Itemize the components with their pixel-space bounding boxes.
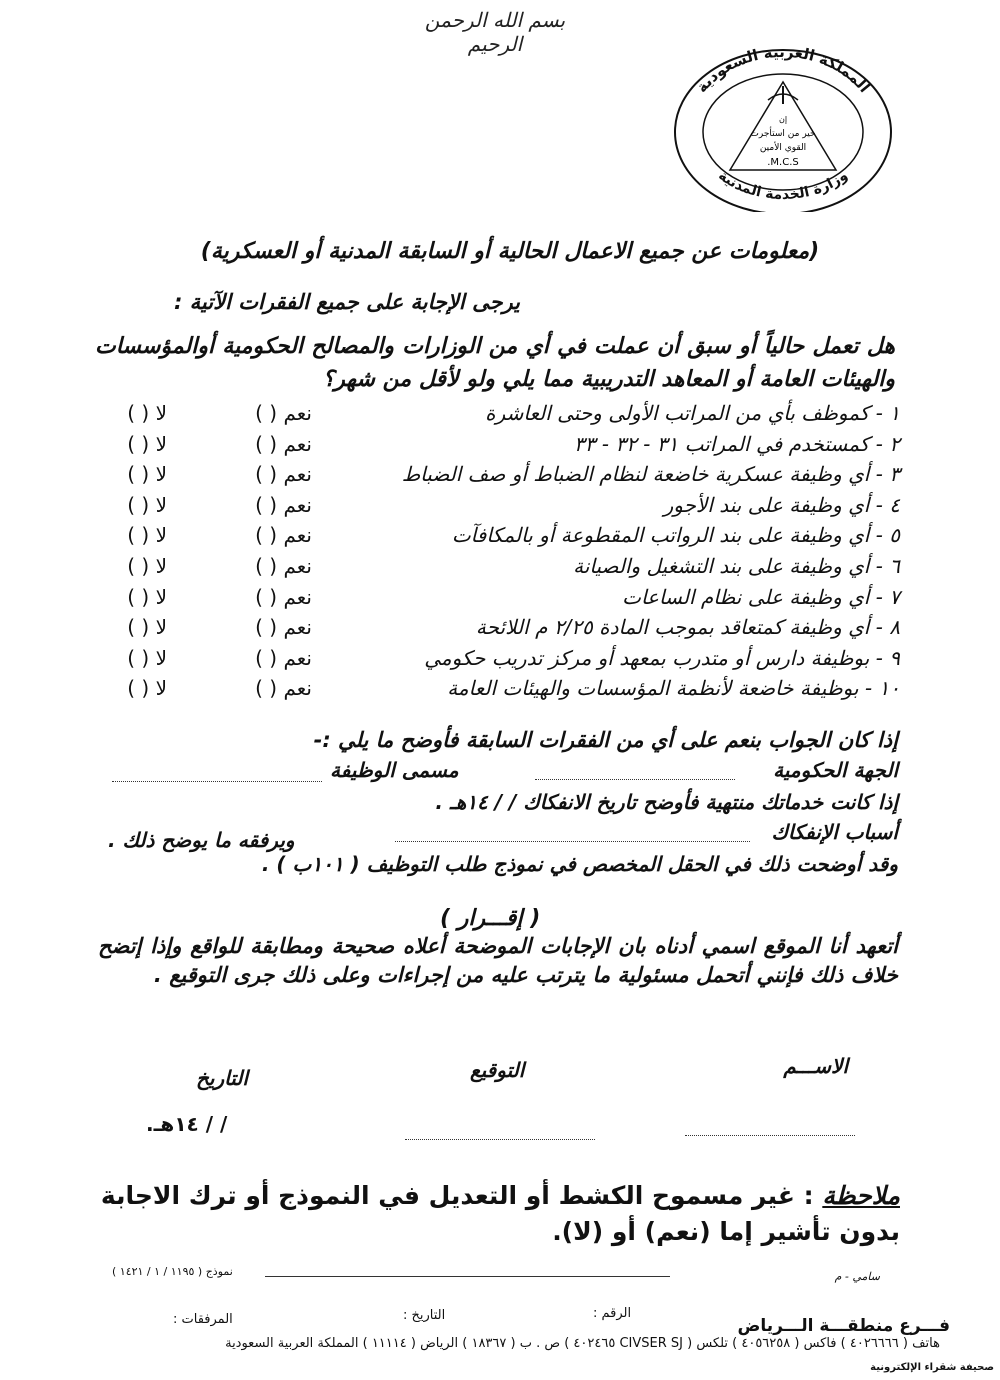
gov-entity-label: الجهة الحكومية [773, 758, 898, 782]
question-item [100, 398, 900, 429]
no-checkbox[interactable]: لا ( ) [127, 401, 167, 425]
yes-checkbox[interactable]: نعم ( ) [255, 492, 312, 517]
question-item [100, 673, 900, 704]
no-checkbox[interactable]: لا ( ) [127, 676, 167, 701]
name-field[interactable] [685, 1118, 855, 1136]
seal-inner-line1: إن [778, 115, 788, 124]
footer-date-label: التاريخ : [403, 1308, 446, 1323]
no-checkbox[interactable]: لا ( ) [127, 553, 167, 578]
job-title-field[interactable] [112, 764, 322, 782]
question-item-text: ٧ - أي وظيفة على نظام الساعات [622, 584, 900, 609]
reasons-field[interactable] [395, 824, 750, 842]
attachments-label: المرفقات : [173, 1312, 233, 1327]
question-item-text: ١٠ - بوظيفة خاضعة لأنظمة المؤسسات والهيئات العامة [447, 676, 900, 701]
no-checkbox[interactable]: لا ( ) [127, 431, 167, 456]
reasons-label: أسباب الإنفكاك [771, 820, 898, 844]
form-title: (معلومات عن جميع الاعمال الحالية أو السابقة المدنية أو العسكرية) [200, 239, 820, 264]
question-item [100, 643, 900, 674]
items-list [100, 398, 900, 704]
question-item-text: ٤ - أي وظيفة على بند الأجور [663, 492, 900, 517]
question-item-text: ٦ - أي وظيفة على بند التشغيل والصيانة [573, 553, 900, 578]
attach-note: ويرفقه ما يوضح ذلك . [108, 828, 295, 852]
yes-checkbox[interactable]: نعم ( ) [255, 584, 312, 609]
question-item-text: ٨ - أي وظيفة كمتعاقد بموجب المادة ٢/٢٥ م اللائحة [475, 615, 900, 640]
contact-info: هاتف ( ٤٠٢٦٦٦٦ ) فاكس ( ٤٠٥٦٢٥٨ ) تلكس ( CIVSER SJ ٤٠٢٤٦٥ ) ص . ب ( ١٨٣٦٧ ) الرياض ( ١١١١٤ ) المملكة العربية السعودية [225, 1336, 940, 1351]
instruction-text: يرجى الإجابة على جميع الفقرات الآتية : [173, 290, 520, 314]
yes-checkbox[interactable]: نعم ( ) [255, 676, 312, 701]
no-checkbox[interactable]: لا ( ) [127, 492, 167, 517]
no-checkbox[interactable]: لا ( ) [127, 523, 167, 548]
branch-name: فـــرع منطقـــة الـــرياض [737, 1316, 950, 1336]
question-item-text: ٣ - أي وظيفة عسكرية خاضعة لنظام الضباط أو صف الضباط [401, 462, 900, 487]
end-service-text: إذا كانت خدماتك منتهية فأوضح تاريخ الانفكاك / / ١٤هـ . [435, 790, 898, 814]
seal-abbrev: M.C.S. [767, 157, 799, 168]
signature-field[interactable] [405, 1122, 595, 1140]
name-label: الاســـم [783, 1054, 848, 1078]
question-item [100, 520, 900, 551]
no-checkbox[interactable]: لا ( ) [127, 584, 167, 609]
date-label: التاريخ [196, 1066, 248, 1090]
question-item [100, 551, 900, 582]
ref-label: الرقم : [593, 1306, 632, 1321]
seal-inner-line2: خير من استأجرت [750, 129, 816, 139]
question-item-text: ٢ - كمستخدم في المراتب ٣١ - ٣٢ - ٣٣ [573, 431, 900, 456]
footer-divider [265, 1276, 670, 1277]
sami-mark: سامي - م [834, 1270, 880, 1283]
yes-checkbox[interactable]: نعم ( ) [255, 553, 312, 578]
yes-checkbox[interactable]: نعم ( ) [255, 615, 312, 640]
ministry-seal [668, 42, 898, 212]
question-item-text: ١ - كموظف بأي من المراتب الأولى وحتى العاشرة [485, 401, 900, 425]
gov-entity-field[interactable] [535, 762, 735, 780]
no-checkbox[interactable]: لا ( ) [127, 615, 167, 640]
yes-checkbox[interactable]: نعم ( ) [255, 431, 312, 456]
clarified-note: وقد أوضحت ذلك في الحقل المخصص في نموذج طلب التوظيف ( ١٠١ب ) . [261, 852, 898, 876]
job-title-label: مسمى الوظيفة [330, 758, 459, 782]
question-item-text: ٩ - بوظيفة دارس أو متدرب بمعهد أو مركز تدريب حكومي [424, 645, 900, 670]
question-item [100, 582, 900, 613]
main-question: هل تعمل حالياً أو سبق أن عملت في أي من الوزارات والمصالح الحكومية أوالمؤسسات والهيئات العامة أو المعاهد التدريبية مما يلي ولو لأقل من شهر؟ [95, 334, 895, 392]
no-checkbox[interactable]: لا ( ) [127, 645, 167, 670]
yes-checkbox[interactable]: نعم ( ) [255, 462, 312, 487]
svg-text:وزارة الخدمة المدنية [715, 168, 850, 203]
signature-label: التوقيع [470, 1058, 525, 1082]
question-item-text: ٥ - أي وظيفة على بند الرواتب المقطوعة أو بالمكافآت [451, 523, 900, 548]
question-item [100, 612, 900, 643]
seal-inner-line3: القوي الأمين [759, 143, 807, 153]
question-item [100, 490, 900, 521]
seal-top-text: المملكة العربية السعودية [692, 42, 874, 97]
yes-checkbox[interactable]: نعم ( ) [255, 401, 312, 425]
question-item [100, 459, 900, 490]
form-number: نموذج ( ١١٩٥ / ١ / ١٤٢١ ) [112, 1265, 233, 1278]
yes-checkbox[interactable]: نعم ( ) [255, 645, 312, 670]
if-yes-instruction: إذا كان الجواب بنعم على أي من الفقرات السابقة فأوضح ما يلي :- [313, 728, 898, 752]
yes-checkbox[interactable]: نعم ( ) [255, 523, 312, 548]
source-credit: صحيفة شقراء الإلكترونية [870, 1362, 994, 1373]
question-item [100, 429, 900, 460]
note-label: ملاحظة [822, 1181, 900, 1210]
declaration-title: ( إقـــرار ) [440, 906, 541, 931]
note-block [100, 1178, 900, 1250]
no-checkbox[interactable]: لا ( ) [127, 462, 167, 487]
date-field[interactable]: / / ١٤هـ. [146, 1112, 228, 1136]
note-text: : غير مسموح الكشط أو التعديل في النموذج أو ترك الاجابة بدون تأشير إما (نعم) أو (لا). [100, 1181, 900, 1246]
declaration-text: أتعهد أنا الموقع اسمي أدناه بان الإجابات الموضحة أعلاه صحيحة ومطابقة للواقع وإذا إتضح خلاف ذلك فإنني أتحمل مسئولية ما يترتب عليه من إجراءات وعلى ذلك جرى التوقيع . [98, 934, 898, 987]
bismillah-header: بسم الله الرحمن الرحيم [424, 8, 566, 56]
seal-bottom-text: وزارة الخدمة المدنية [715, 167, 851, 204]
